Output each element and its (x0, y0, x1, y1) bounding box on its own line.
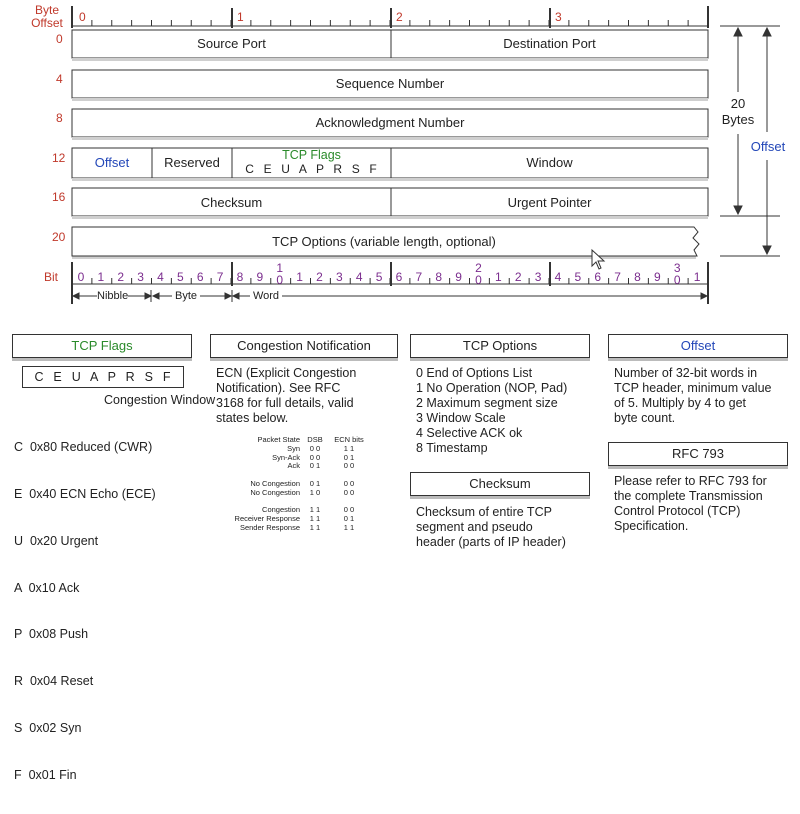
bit-number: 8 (435, 270, 443, 284)
checksum-panel-text (416, 505, 566, 550)
ecn-cell-state: No Congestion (250, 487, 300, 497)
bit-number: 5 (375, 270, 383, 284)
tcp-flags-panel-letters: C E U A P R S F (22, 366, 184, 388)
congestion-text-line4: states below. (216, 411, 289, 425)
offset-panel-title: Offset (608, 334, 788, 358)
ecn-cell-dsb: 0 0 (309, 443, 321, 453)
field-sequence-number: Sequence Number (335, 76, 445, 91)
bit-number: 3 (137, 270, 144, 284)
bit-number: 8 (236, 270, 244, 284)
rfc-panel-title: RFC 793 (608, 442, 788, 466)
field-source-port: Source Port (197, 36, 266, 51)
bit-number: 3 (534, 270, 542, 284)
bit-number: 5 (574, 270, 582, 284)
ecn-cell-dsb: 1 1 (309, 522, 321, 532)
ecn-cell-ecn: 0 0 (343, 478, 355, 488)
bit-number: 1 (693, 270, 701, 284)
ecn-cell-state: Sender Response (239, 522, 300, 532)
ecn-cell-dsb: 1 1 (309, 514, 321, 524)
ecn-table-row (220, 524, 370, 533)
bit-number: 0 (77, 270, 85, 284)
ecn-cell-dsb: 0 1 (309, 461, 321, 471)
bit-number: 7 (415, 270, 423, 284)
flag-row-ack: A 0x10 Ack (14, 580, 80, 595)
congestion-panel-title: Congestion Notification (210, 334, 398, 358)
bit-number: 1 (97, 270, 105, 284)
twenty-bytes-number: 20 (730, 96, 746, 111)
option-row-3: 3 Window Scale (416, 411, 506, 425)
ecn-cell-dsb: 1 1 (309, 505, 321, 515)
field-offset: Offset (94, 155, 130, 170)
flag-row-cwr: C 0x80 Reduced (CWR) (14, 440, 153, 455)
flag-row-urg: U 0x20 Urgent (14, 533, 99, 548)
offset-16: 16 (52, 190, 66, 204)
ecn-cell-state: Ack (287, 461, 300, 471)
offset-0: 0 (56, 32, 63, 46)
bit-number: 9 (654, 270, 661, 284)
bit-number: 6 (196, 270, 204, 284)
offset-4: 4 (56, 72, 63, 86)
field-destination-port: Destination Port (503, 36, 596, 51)
ecn-cell-state: Congestion (262, 505, 300, 515)
ecn-table-row (220, 489, 370, 498)
offset-20: 20 (52, 230, 66, 244)
bit-number: 9 (256, 270, 264, 284)
offset-panel-text (614, 366, 771, 426)
bit-number: 5 (177, 270, 184, 284)
bit-number: 4 (355, 270, 363, 284)
ecn-table-rows (220, 445, 370, 533)
flag-row-fin: F 0x01 Fin (14, 767, 77, 782)
offset-8: 8 (56, 111, 63, 125)
offset-12: 12 (52, 151, 66, 165)
bit-number: 2 (117, 270, 125, 284)
tcp-flags-list (14, 409, 156, 814)
field-window: Window (526, 155, 573, 170)
byte-number-1: 1 (237, 10, 244, 24)
option-row-1: 1 No Operation (NOP, Pad) (416, 381, 568, 395)
bit-number: 7 (216, 270, 224, 284)
ecn-cell-state: Syn (287, 443, 300, 453)
ecn-cell-dsb: 0 0 (309, 452, 321, 462)
ecn-cell-dsb: 1 0 (309, 487, 321, 497)
ecn-header-ecn: ECN bits (334, 435, 364, 444)
flag-row-ece: E 0x40 ECN Echo (ECE) (14, 486, 156, 501)
ecn-states-table (220, 436, 370, 533)
field-tcp-options: TCP Options (variable length, optional) (272, 234, 496, 249)
bit-number: 3 (336, 270, 343, 284)
ecn-cell-state: Syn-Ack (272, 452, 300, 462)
checksum-text-line1: Checksum of entire TCP (416, 505, 552, 519)
ecn-cell-ecn: 0 1 (343, 452, 355, 462)
option-row-4: 4 Selective ACK ok (416, 426, 523, 440)
rfc-panel-text (614, 474, 767, 534)
bit-number: 1 (296, 270, 303, 284)
twenty-bytes-label (718, 96, 758, 128)
checksum-text-line2: segment and pseudo (416, 520, 533, 534)
bit-number: 3 0 (673, 261, 681, 287)
bit-number: 8 (634, 270, 641, 284)
field-acknowledgment-number: Acknowledgment Number (315, 115, 465, 130)
congestion-panel-text (216, 366, 356, 426)
checksum-panel-title: Checksum (410, 472, 590, 496)
twenty-bytes-unit: Bytes (721, 112, 755, 127)
flag-row-rst: R 0x04 Reset (14, 674, 94, 689)
offset-text-line4: byte count. (614, 411, 676, 425)
ecn-header-state: Packet State (257, 435, 300, 444)
byte-offset-heading-line2: Offset (31, 16, 63, 30)
field-tcp-flags: TCP Flags (282, 148, 341, 162)
bit-number: 7 (614, 270, 621, 284)
offset-side-label: Offset (748, 139, 788, 154)
option-row-0: 0 End of Options List (416, 366, 533, 380)
ecn-cell-ecn: 0 0 (343, 461, 355, 471)
rfc-text-line4: Specification. (614, 519, 689, 533)
rfc-text-line2: the complete Transmission (614, 489, 763, 503)
tcp-flags-panel-title: TCP Flags (12, 334, 192, 358)
congestion-text-line3: 3168 for full details, valid (216, 396, 354, 410)
offset-text-line3: of 5. Multiply by 4 to get (614, 396, 747, 410)
congestion-text-line1: ECN (Explicit Congestion (216, 366, 357, 380)
congestion-text-line2: Notification). See RFC (216, 381, 341, 395)
ecn-cell-ecn: 0 0 (343, 487, 355, 497)
field-urgent-pointer: Urgent Pointer (507, 195, 592, 210)
rfc-text-line1: Please refer to RFC 793 for (614, 474, 767, 488)
option-row-5: 8 Timestamp (416, 441, 488, 455)
bit-number: 1 (495, 270, 502, 284)
ecn-cell-dsb: 0 1 (309, 478, 321, 488)
bit-number: 2 (514, 270, 522, 284)
byte-number-0: 0 (79, 10, 86, 24)
bit-number: 6 (594, 270, 602, 284)
scale-nibble: Nibble (97, 290, 129, 302)
bit-number: 1 0 (276, 261, 284, 287)
offset-text-line2: TCP header, minimum value (614, 381, 772, 395)
scale-byte: Byte (174, 290, 197, 302)
ecn-cell-state: No Congestion (250, 478, 300, 488)
ecn-cell-ecn: 0 0 (343, 505, 355, 515)
bit-number: 6 (395, 270, 403, 284)
bit-number: 2 (316, 270, 323, 284)
bit-number: 9 (455, 270, 462, 284)
byte-number-3: 3 (555, 10, 562, 24)
rfc-text-line3: Control Protocol (TCP) (614, 504, 741, 518)
bit-number: 4 (157, 270, 164, 284)
tcp-options-panel-title: TCP Options (410, 334, 590, 358)
option-row-2: 2 Maximum segment size (416, 396, 558, 410)
scale-word: Word (252, 290, 280, 302)
byte-offset-heading-line1: Byte (34, 3, 59, 17)
flag-row-psh: P 0x08 Push (14, 627, 89, 642)
offset-text-line1: Number of 32-bit words in (614, 366, 758, 380)
ecn-table-row (220, 462, 370, 471)
field-checksum: Checksum (200, 195, 263, 210)
tcp-flags-panel-subtitle: Congestion Window (104, 393, 216, 407)
field-reserved: Reserved (164, 155, 220, 170)
ecn-cell-ecn: 1 1 (343, 522, 355, 532)
ecn-cell-ecn: 1 1 (343, 443, 355, 453)
byte-number-2: 2 (396, 10, 403, 24)
flag-row-syn: S 0x02 Syn (14, 720, 82, 735)
bit-number: 2 0 (475, 261, 482, 287)
ecn-header-dsb: DSB (307, 435, 323, 444)
field-tcp-flag-letters: C E U A P R S F (245, 162, 378, 176)
ecn-cell-ecn: 0 1 (343, 514, 355, 524)
bit-label: Bit (44, 270, 59, 284)
ecn-cell-state: Receiver Response (234, 514, 300, 524)
bit-number: 4 (554, 270, 562, 284)
checksum-text-line3: header (parts of IP header) (416, 535, 566, 549)
tcp-options-list (416, 366, 567, 456)
